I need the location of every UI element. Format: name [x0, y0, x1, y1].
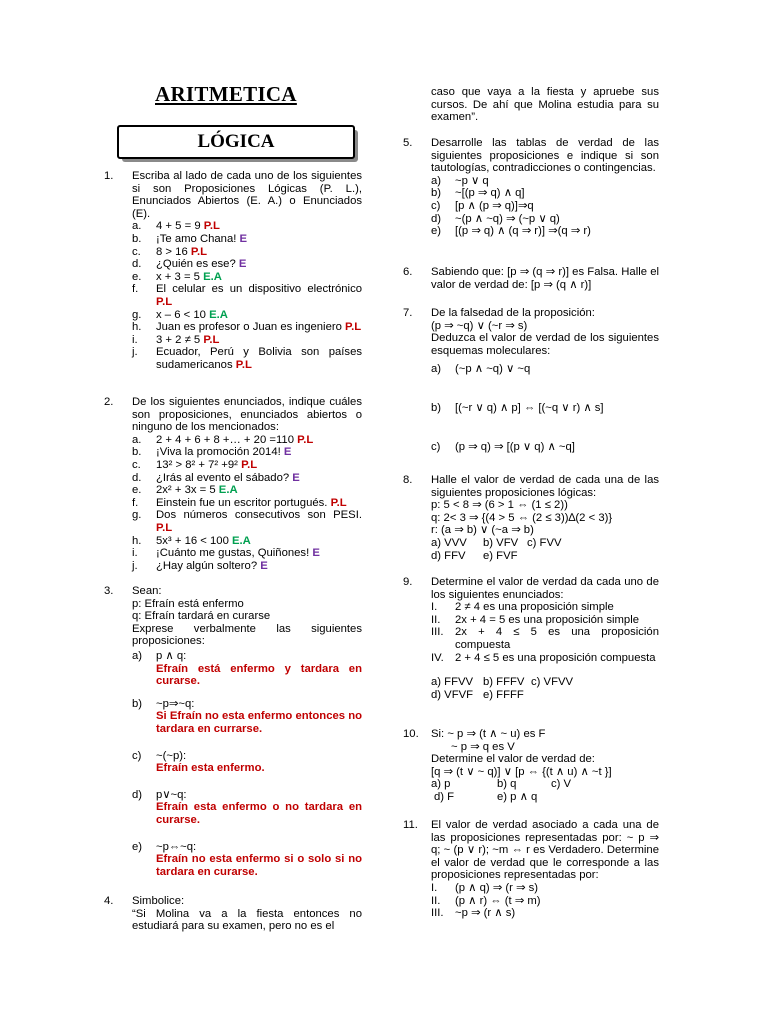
option: b) VFV: [483, 536, 519, 549]
question-line: Si: ~ p ⇒ (t ∧ ~ u) es F: [431, 728, 546, 740]
list-item: [132, 472, 362, 485]
list-item: [431, 175, 659, 188]
question-line: p: Efraín está enfermo: [132, 597, 244, 610]
classification-tag: E.A: [209, 308, 228, 321]
item-letter: d): [132, 788, 143, 801]
item-letter: e.: [132, 270, 142, 283]
classification-tag: P.L: [235, 358, 252, 371]
list-item: [132, 841, 362, 879]
list-item: [431, 213, 659, 226]
question-7: [403, 307, 659, 453]
item-letter: j.: [132, 559, 138, 572]
classification-tag: P.L: [156, 521, 173, 534]
classification-tag: E.A: [232, 534, 251, 547]
question-11-items: [403, 882, 659, 920]
option: c) VFVV: [531, 676, 574, 689]
question-number: 9.: [403, 576, 413, 588]
item-body: [156, 789, 362, 827]
options-row: [431, 791, 659, 804]
question-text: caso que vaya a la fiesta y apruebe sus cursos. De ahí que Molina estudia para su examen”.: [431, 86, 659, 124]
question-2-items: [104, 434, 362, 573]
item-text: [(p ⇒ q) ∧ (q ⇒ r)] ⇒(q ⇒ r): [455, 225, 591, 238]
item-body: [156, 698, 362, 736]
option: a) VVV: [431, 536, 467, 549]
item-text: (p ⇒ q) ⇒ [(p ∨ q) ∧ ~q]: [455, 440, 575, 453]
option: d) VFVF: [431, 688, 474, 701]
question-line: Sean:: [132, 585, 162, 597]
list-item: [132, 750, 362, 775]
question-number: 4.: [104, 895, 114, 907]
list-item: [431, 187, 659, 200]
list-item: [132, 535, 362, 548]
item-letter: j.: [132, 346, 138, 359]
item-letter: c.: [132, 458, 141, 471]
question-1-items: [104, 220, 362, 371]
item-text: Ecuador, Perú y Bolivia son países sudamericanos: [156, 346, 362, 371]
option: b) FFFV: [483, 676, 525, 689]
list-item: [132, 334, 362, 347]
proposition-line: r: (a ⇒ b) ∨ (~a ⇒ b): [431, 524, 534, 537]
item-text: ¡Viva la promoción 2014!: [156, 446, 284, 459]
option: e) p ∧ q: [497, 790, 538, 803]
item-letter: b): [431, 401, 442, 414]
item-text: 2 ≠ 4 es una proposición simple: [455, 601, 614, 614]
page-title: ARITMETICA: [155, 82, 297, 106]
list-item: [132, 220, 362, 233]
options-row: [431, 676, 659, 689]
item-letter: b): [431, 187, 442, 200]
item-text: ~p ⇒ (r ∧ s): [455, 907, 516, 920]
list-item: [132, 509, 362, 534]
formula: ~p⇔~q:: [156, 840, 197, 853]
option: e) FVF: [483, 549, 518, 562]
item-text: 8 > 16: [156, 245, 191, 258]
list-item: [132, 321, 362, 334]
list-item: [431, 895, 659, 908]
question-number: 3.: [104, 585, 114, 597]
classification-tag: P.L: [203, 220, 220, 233]
list-item: [431, 363, 659, 376]
question-number: 10.: [403, 728, 419, 740]
question-line: q: Efraín tardará en curarse: [132, 610, 271, 623]
item-text: [p ∧ (p ⇒ q)]⇒q: [455, 199, 534, 212]
question-2: [104, 396, 362, 572]
item-letter: IV.: [431, 651, 444, 664]
item-text: (~p ∧ ~q) ∨ ~q: [455, 363, 531, 376]
list-item: [431, 652, 659, 665]
answer-text: Efraín esta enfermo.: [156, 762, 265, 775]
formula: ~p⇒~q:: [156, 697, 195, 710]
item-text: 2x + 4 ≤ 5 es una proposición compuesta: [455, 626, 659, 651]
formula: p ∧ q:: [156, 649, 187, 662]
item-body: [156, 841, 362, 879]
proposition-line: q: 2< 3 ⇒ {(4 > 5 ⇔ (2 ≤ 3))∆(2 < 3)}: [431, 511, 613, 524]
item-text: 3 + 2 ≠ 5: [156, 333, 204, 346]
question-text: Escriba al lado de cada uno de los siguientes si son Proposiciones Lógicas (P. L.), Enunciados Abiertos (E. A.) o Enunciados (E).: [132, 170, 362, 220]
list-item: [132, 258, 362, 271]
item-letter: b.: [132, 446, 142, 459]
item-text: 2x² + 3x = 5: [156, 484, 219, 497]
question-5-items: [403, 175, 659, 238]
item-letter: c): [132, 749, 142, 762]
question-number: 5.: [403, 137, 413, 149]
item-text: ¿Irás al evento el sábado?: [156, 471, 293, 484]
list-item: [132, 283, 362, 308]
question-6: [403, 266, 659, 291]
item-letter: a.: [132, 220, 142, 233]
question-number: 8.: [403, 474, 413, 486]
question-number: 1.: [104, 170, 114, 182]
item-letter: h.: [132, 321, 142, 334]
question-text: Sabiendo que: [p ⇒ (q ⇒ r)] es Falsa. Halle el valor de verdad de: [p ⇒ (q ∧ r)]: [431, 266, 659, 291]
question-line: “Si Molina va a la fiesta entonces no estudiará para su examen, pero no es el: [132, 907, 362, 933]
question-line: Exprese verbalmente las siguientes proposiciones:: [132, 622, 362, 648]
item-letter: g.: [132, 509, 142, 522]
item-text: ~p ∨ q: [455, 174, 489, 187]
item-letter: c): [431, 199, 441, 212]
item-text: ¡Te amo Chana!: [156, 232, 240, 245]
option: a) p: [431, 778, 451, 791]
item-letter: e.: [132, 484, 142, 497]
list-item: [132, 309, 362, 322]
question-line: (p ⇒ ~q) ∨ (~r ⇒ s): [431, 319, 528, 332]
question-8: [403, 474, 659, 562]
item-letter: III.: [431, 907, 444, 920]
options-row: [431, 550, 659, 563]
list-item: [431, 626, 659, 651]
item-letter: c.: [132, 245, 141, 258]
classification-tag: P.L: [190, 245, 207, 258]
question-11: [403, 819, 659, 920]
question-9: [403, 576, 659, 701]
item-letter: III.: [431, 626, 444, 639]
question-line: Simbolice:: [132, 895, 185, 907]
item-letter: d.: [132, 258, 142, 271]
item-text: [(~r ∨ q) ∧ p] ⇔ [(~q ∨ r) ∧ s]: [455, 401, 604, 414]
question-text: Determine el valor de verdad da cada uno de los siguientes enunciados:: [431, 576, 659, 601]
item-letter: a): [431, 363, 442, 376]
option: e) FFFF: [483, 688, 524, 701]
item-text: Einstein fue un escritor portugués.: [156, 496, 331, 509]
item-letter: e): [132, 840, 143, 853]
item-letter: b.: [132, 232, 142, 245]
classification-tag: E: [292, 471, 300, 484]
item-letter: II.: [431, 894, 441, 907]
item-letter: a): [132, 649, 143, 662]
question-number: 7.: [403, 307, 413, 319]
list-item: [132, 434, 362, 447]
item-text: ¿Quién es ese?: [156, 258, 239, 271]
classification-tag: P.L: [297, 433, 314, 446]
classification-tag: E: [238, 258, 247, 271]
question-number: 11.: [403, 819, 418, 831]
item-letter: II.: [431, 613, 441, 626]
item-letter: c): [431, 440, 441, 453]
list-item: [132, 459, 362, 472]
question-3-items: [104, 650, 362, 878]
question-line: [q ⇒ (t ∨ ~ q)] ∨ [p ⇔ {(t ∧ u) ∧ ~t }]: [431, 765, 612, 778]
section-title-box: LÓGICA: [117, 125, 355, 159]
item-letter: g.: [132, 308, 142, 321]
question-9-items: [403, 601, 659, 664]
options-row: [431, 778, 659, 791]
list-item: [431, 225, 659, 238]
classification-tag: E: [312, 547, 320, 560]
classification-tag: P.L: [345, 321, 362, 334]
question-3: [104, 585, 362, 878]
item-letter: a): [431, 174, 442, 187]
item-letter: d.: [132, 471, 142, 484]
item-letter: i.: [132, 333, 138, 346]
item-text: El celular es un dispositivo electrónico: [156, 283, 362, 296]
item-text: Dos números consecutivos son PESI.: [156, 509, 362, 522]
item-text: 5x³ + 16 < 100: [156, 534, 232, 547]
option: c) V: [551, 778, 572, 791]
item-body: [156, 750, 362, 775]
item-text: (p ∧ r) ⇔ (t ⇒ m): [455, 894, 541, 907]
list-item: [132, 233, 362, 246]
list-item: [431, 882, 659, 895]
item-text: (p ∧ q) ⇒ (r ⇒ s): [455, 881, 539, 894]
item-text: Juan es profesor o Juan es ingeniero: [156, 321, 346, 334]
options-row: [431, 537, 659, 550]
item-text: x + 3 = 5: [156, 270, 204, 283]
list-item: [132, 484, 362, 497]
formula: p∨~q:: [156, 788, 187, 801]
item-letter: i.: [132, 547, 138, 560]
list-item: [132, 698, 362, 736]
question-text: De los siguientes enunciados, indique cuáles son proposiciones, enunciados abiertos o ninguno de los mencionados:: [132, 396, 362, 434]
option: d) F: [434, 790, 455, 803]
list-item: [132, 246, 362, 259]
item-text: 2 + 4 ≤ 5 es una proposición compuesta: [455, 651, 656, 664]
question-5: [403, 137, 659, 238]
item-letter: d): [431, 212, 442, 225]
item-text: x – 6 < 10: [156, 308, 210, 321]
classification-tag: E.A: [203, 270, 222, 283]
item-text: 13² > 8² + 7² +9²: [156, 458, 242, 471]
classification-tag: E: [283, 446, 292, 459]
item-text: 2x + 4 = 5 es una proposición simple: [455, 613, 639, 626]
option: b) q: [497, 778, 517, 791]
option: c) FVV: [527, 536, 562, 549]
list-item: [431, 907, 659, 920]
classification-tag: P.L: [241, 458, 258, 471]
classification-tag: P.L: [203, 333, 220, 346]
item-text: ¡Cuánto me gustas, Quiñones!: [156, 547, 313, 560]
answer-text: Efraín no esta enfermo si o solo si no tardara en curarse.: [156, 853, 362, 878]
question-line: ~ p ⇒ q es V: [451, 740, 515, 753]
option: a) FFVV: [431, 676, 474, 689]
item-text: 2 + 4 + 6 + 8 +… + 20 =110: [156, 433, 298, 446]
list-item: [132, 346, 362, 371]
question-text: El valor de verdad asociado a cada una de las proposiciones representadas por: ~ p ⇒ q; ~ (p ∨ r); ~m ⇔ r es Verdadero. Determine el valor de verdad que le corresponde a las proposiciones representadas por:: [431, 819, 659, 882]
question-10: [403, 728, 659, 804]
item-text: 4 + 5 = 9: [156, 220, 204, 233]
list-item: [132, 446, 362, 459]
item-letter: b): [132, 697, 143, 710]
list-item: [132, 497, 362, 510]
classification-tag: E: [239, 232, 248, 245]
item-letter: I.: [431, 601, 438, 614]
list-item: [132, 789, 362, 827]
question-4-continued: [403, 86, 659, 124]
list-item: [431, 601, 659, 614]
list-item: [132, 547, 362, 560]
question-text: Deduzca el valor de verdad de los siguientes esquemas moleculares:: [431, 332, 659, 357]
list-item: [431, 402, 659, 415]
question-number: 6.: [403, 266, 413, 278]
classification-tag: E: [260, 559, 268, 572]
item-text: ~[(p ⇒ q) ∧ q]: [455, 187, 525, 200]
formula: ~(~p):: [156, 749, 187, 762]
question-4: [104, 895, 362, 933]
item-letter: a.: [132, 433, 142, 446]
question-line: Determine el valor de verdad de:: [431, 753, 595, 766]
list-item: [132, 560, 362, 573]
option: d) FFV: [431, 549, 466, 562]
options-row: [431, 689, 659, 702]
item-letter: f.: [132, 496, 139, 509]
question-number: 2.: [104, 396, 114, 408]
answer-text: Si Efraín no esta enfermo entonces no tardara en currarse.: [156, 710, 362, 735]
question-text: Halle el valor de verdad de cada una de las siguientes proposiciones lógicas:: [431, 474, 659, 499]
question-line: De la falsedad de la proposición:: [431, 307, 595, 319]
classification-tag: E.A: [218, 484, 238, 497]
item-letter: f.: [132, 283, 139, 296]
list-item: [132, 650, 362, 688]
question-1: [104, 170, 362, 372]
item-text: ~(p ∧ ~q) ⇒ (~p ∨ q): [455, 212, 560, 225]
question-text: Desarrolle las tablas de verdad de las siguientes proposiciones e indique si son tautologías, contradicciones o contingencias.: [431, 137, 659, 175]
item-letter: h.: [132, 534, 142, 547]
item-body: [156, 650, 362, 688]
list-item: [431, 441, 659, 454]
classification-tag: P.L: [330, 496, 347, 509]
item-letter: I.: [431, 881, 438, 894]
list-item: [431, 614, 659, 627]
item-letter: e): [431, 225, 442, 238]
classification-tag: P.L: [156, 295, 173, 308]
proposition-line: p: 5 < 8 ⇒ (6 > 1 ⇔ (1 ≤ 2)): [431, 499, 568, 512]
list-item: [132, 271, 362, 284]
answer-text: Efraín esta enfermo o no tardara en curarse.: [156, 801, 362, 826]
answer-text: Efraín está enfermo y tardara en curarse.: [156, 662, 362, 688]
item-text: ¿Hay algún soltero?: [156, 559, 261, 572]
list-item: [431, 200, 659, 213]
